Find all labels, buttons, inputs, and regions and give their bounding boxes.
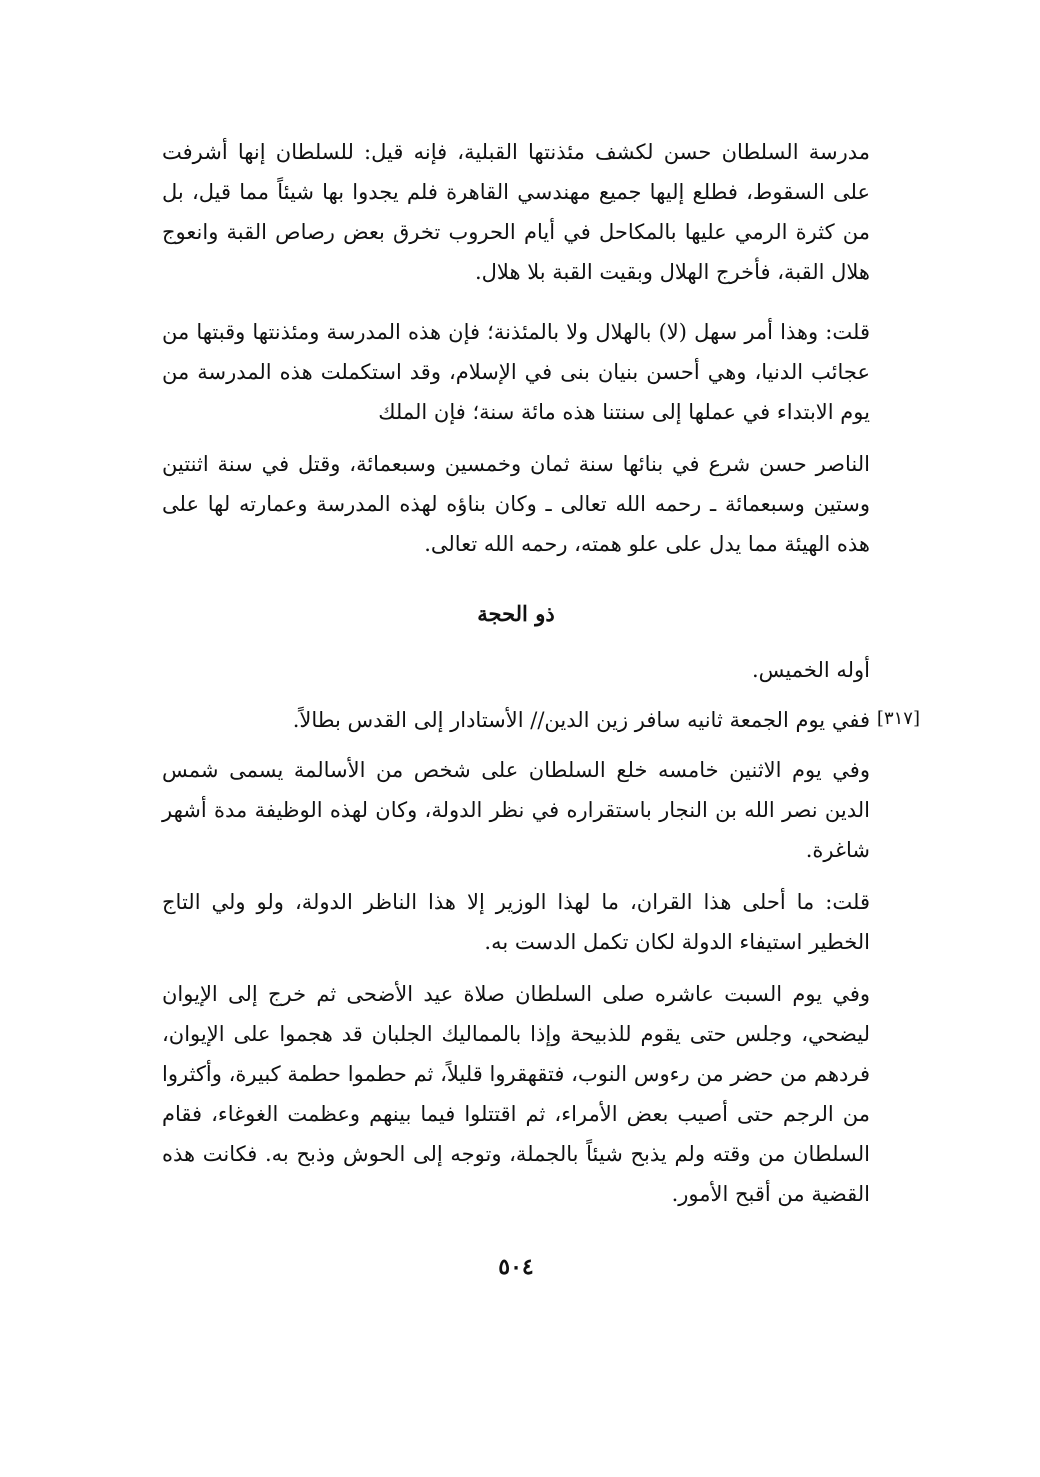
- paragraph-monday-appointment: وفي يوم الاثنين خامسه خلع السلطان على شخص من الأسالمة يسمى شمس الدين نصر الله بن النجار باستقراره في نظر الدولة، وكان لهذه الوظيفة مدة أشهر شاغرة.: [162, 758, 870, 862]
- paragraph-friday-travel: ففي يوم الجمعة ثانيه سافر زين الدين// الأستادار إلى القدس بطالاً.: [292, 708, 870, 732]
- section-heading-dhu-al-hijjah: ذو الحجة: [477, 601, 555, 626]
- paragraph-madrasa-history: الناصر حسن شرع في بنائها سنة ثمان وخمسين وسبعمائة، وقتل في سنة اثنتين وستين وسبعمائة ـ رحمه الله تعالى ـ وكان بناؤه لهذه المدرسة وعمارته لها على هذه الهيئة مما يدل على علو همته، رحمه الله تعالى.: [162, 452, 870, 556]
- paragraph-eid-events: وفي يوم السبت عاشره صلى السلطان صلاة عيد الأضحى ثم خرج إلى الإيوان ليضحي، وجلس حتى يقوم للذبيحة وإذا بالمماليك الجلبان قد هجموا على الإيوان، فردهم من حضر من رءوس النوب، فتقهقروا قليلاً، ثم حطموا حطمة كبيرة، وأكثروا من الرجم حتى أصيب بعض الأمراء، ثم اقتتلوا فيما بينهم وعظمت الغوغاء، فقام السلطان من وقته ولم يذبح شيئاً بالجملة، وتوجه إلى الحوش وذبح به. فكانت هذه القضية من أقبح الأمور.: [162, 982, 870, 1206]
- paragraph-month-start: أوله الخميس.: [751, 658, 870, 682]
- page-number: ٥٠٤: [498, 1254, 534, 1280]
- paragraph-madrasa-minaret: مدرسة السلطان حسن لكشف مئذنتها القبلية، فإنه قيل: للسلطان إنها أشرفت على السقوط، فطلع إليها جميع مهندسي القاهرة فلم يجدوا بها شيئاً مما قيل، بل من كثرة الرمي عليها بالمكاحل في أيام الحروب تخرق بعض رصاص القبة وانعوج هلال القبة، فأخرج الهلال وبقيت القبة بلا هلال.: [162, 140, 870, 284]
- paragraph-author-comment: قلت: وهذا أمر سهل (لا) بالهلال ولا بالمئذنة؛ فإن هذه المدرسة ومئذنتها وقبتها من عجائب الدنيا، وهي أحسن بنيان بنى في الإسلام، وقد استكملت هذه المدرسة من يوم الابتداء في عملها إلى سنتنا هذه مائة سنة؛ فإن الملك: [162, 320, 870, 424]
- manuscript-folio-reference: [٣١٧]: [876, 708, 920, 729]
- paragraph-author-remark: قلت: ما أحلى هذا القران، ما لهذا الوزير إلا هذا الناظر الدولة، ولو ولي التاج الخطير استيفاء الدولة لكان تكمل الدست به.: [162, 890, 870, 954]
